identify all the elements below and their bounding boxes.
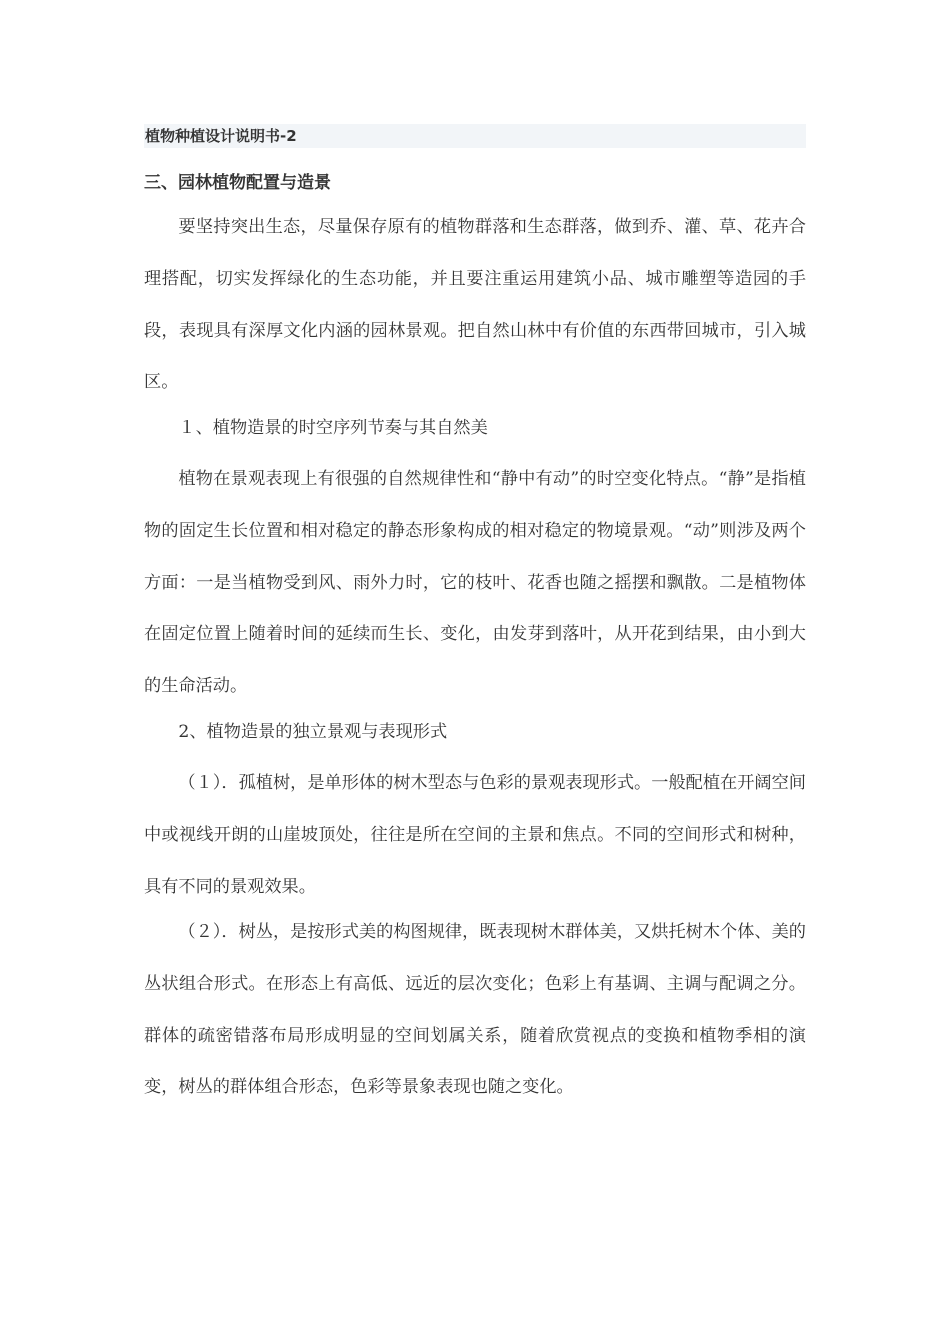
section-heading: 三、园林植物配置与造景 [144,173,331,193]
intro-paragraph: 要坚持突出生态，尽量保存原有的植物群落和生态群落，做到乔、灌、草、花卉合理搭配，切实发挥绿化的生态功能，并且要注重运用建筑小品、城市雕塑等造园的手段，表现具有深厚文化内涵的园林景观。把自然山林中有价值的东西带回城市，引入城区。 [144,217,806,393]
subsection-1-paragraph: 植物在景观表现上有很强的自然规律性和“静中有动”的时空变化特点。“静”是指植物的固定生长位置和相对稳定的静态形象构成的相对稳定的物境景观。“动”则涉及两个方面：一是当植物受到风、雨外力时，它的枝叶、花香也随之摇摆和飘散。二是植物体在固定位置上随着时间的延续而生长、变化，由发芽到落叶，从开花到结果，由小到大的生命活动。 [144,469,806,697]
list-item-solitary-tree: （１）．孤植树，是单形体的树木型态与色彩的景观表现形式。一般配植在开阔空间中或视线开朗的山崖坡顶处，往往是所在空间的主景和焦点。不同的空间形式和树种，具有不同的景观效果。 [144,773,806,897]
document-title: 植物种植设计说明书-2 [144,124,806,148]
list-item-tree-cluster: （２）．树丛，是按形式美的构图规律，既表现树木群体美，又烘托树木个体、美的丛状组合形式。在形态上有高低、远近的层次变化；色彩上有基调、主调与配调之分。群体的疏密错落布局形成明显的空间划属关系，随着欣赏视点的变换和植物季相的演变，树丛的群体组合形态，色彩等景象表现也随之变化。 [144,922,806,1098]
subsection-1-heading: １、植物造景的时空序列节奏与其自然美 [178,418,488,438]
subsection-2-heading: 2、植物造景的独立景观与表现形式 [178,722,448,742]
